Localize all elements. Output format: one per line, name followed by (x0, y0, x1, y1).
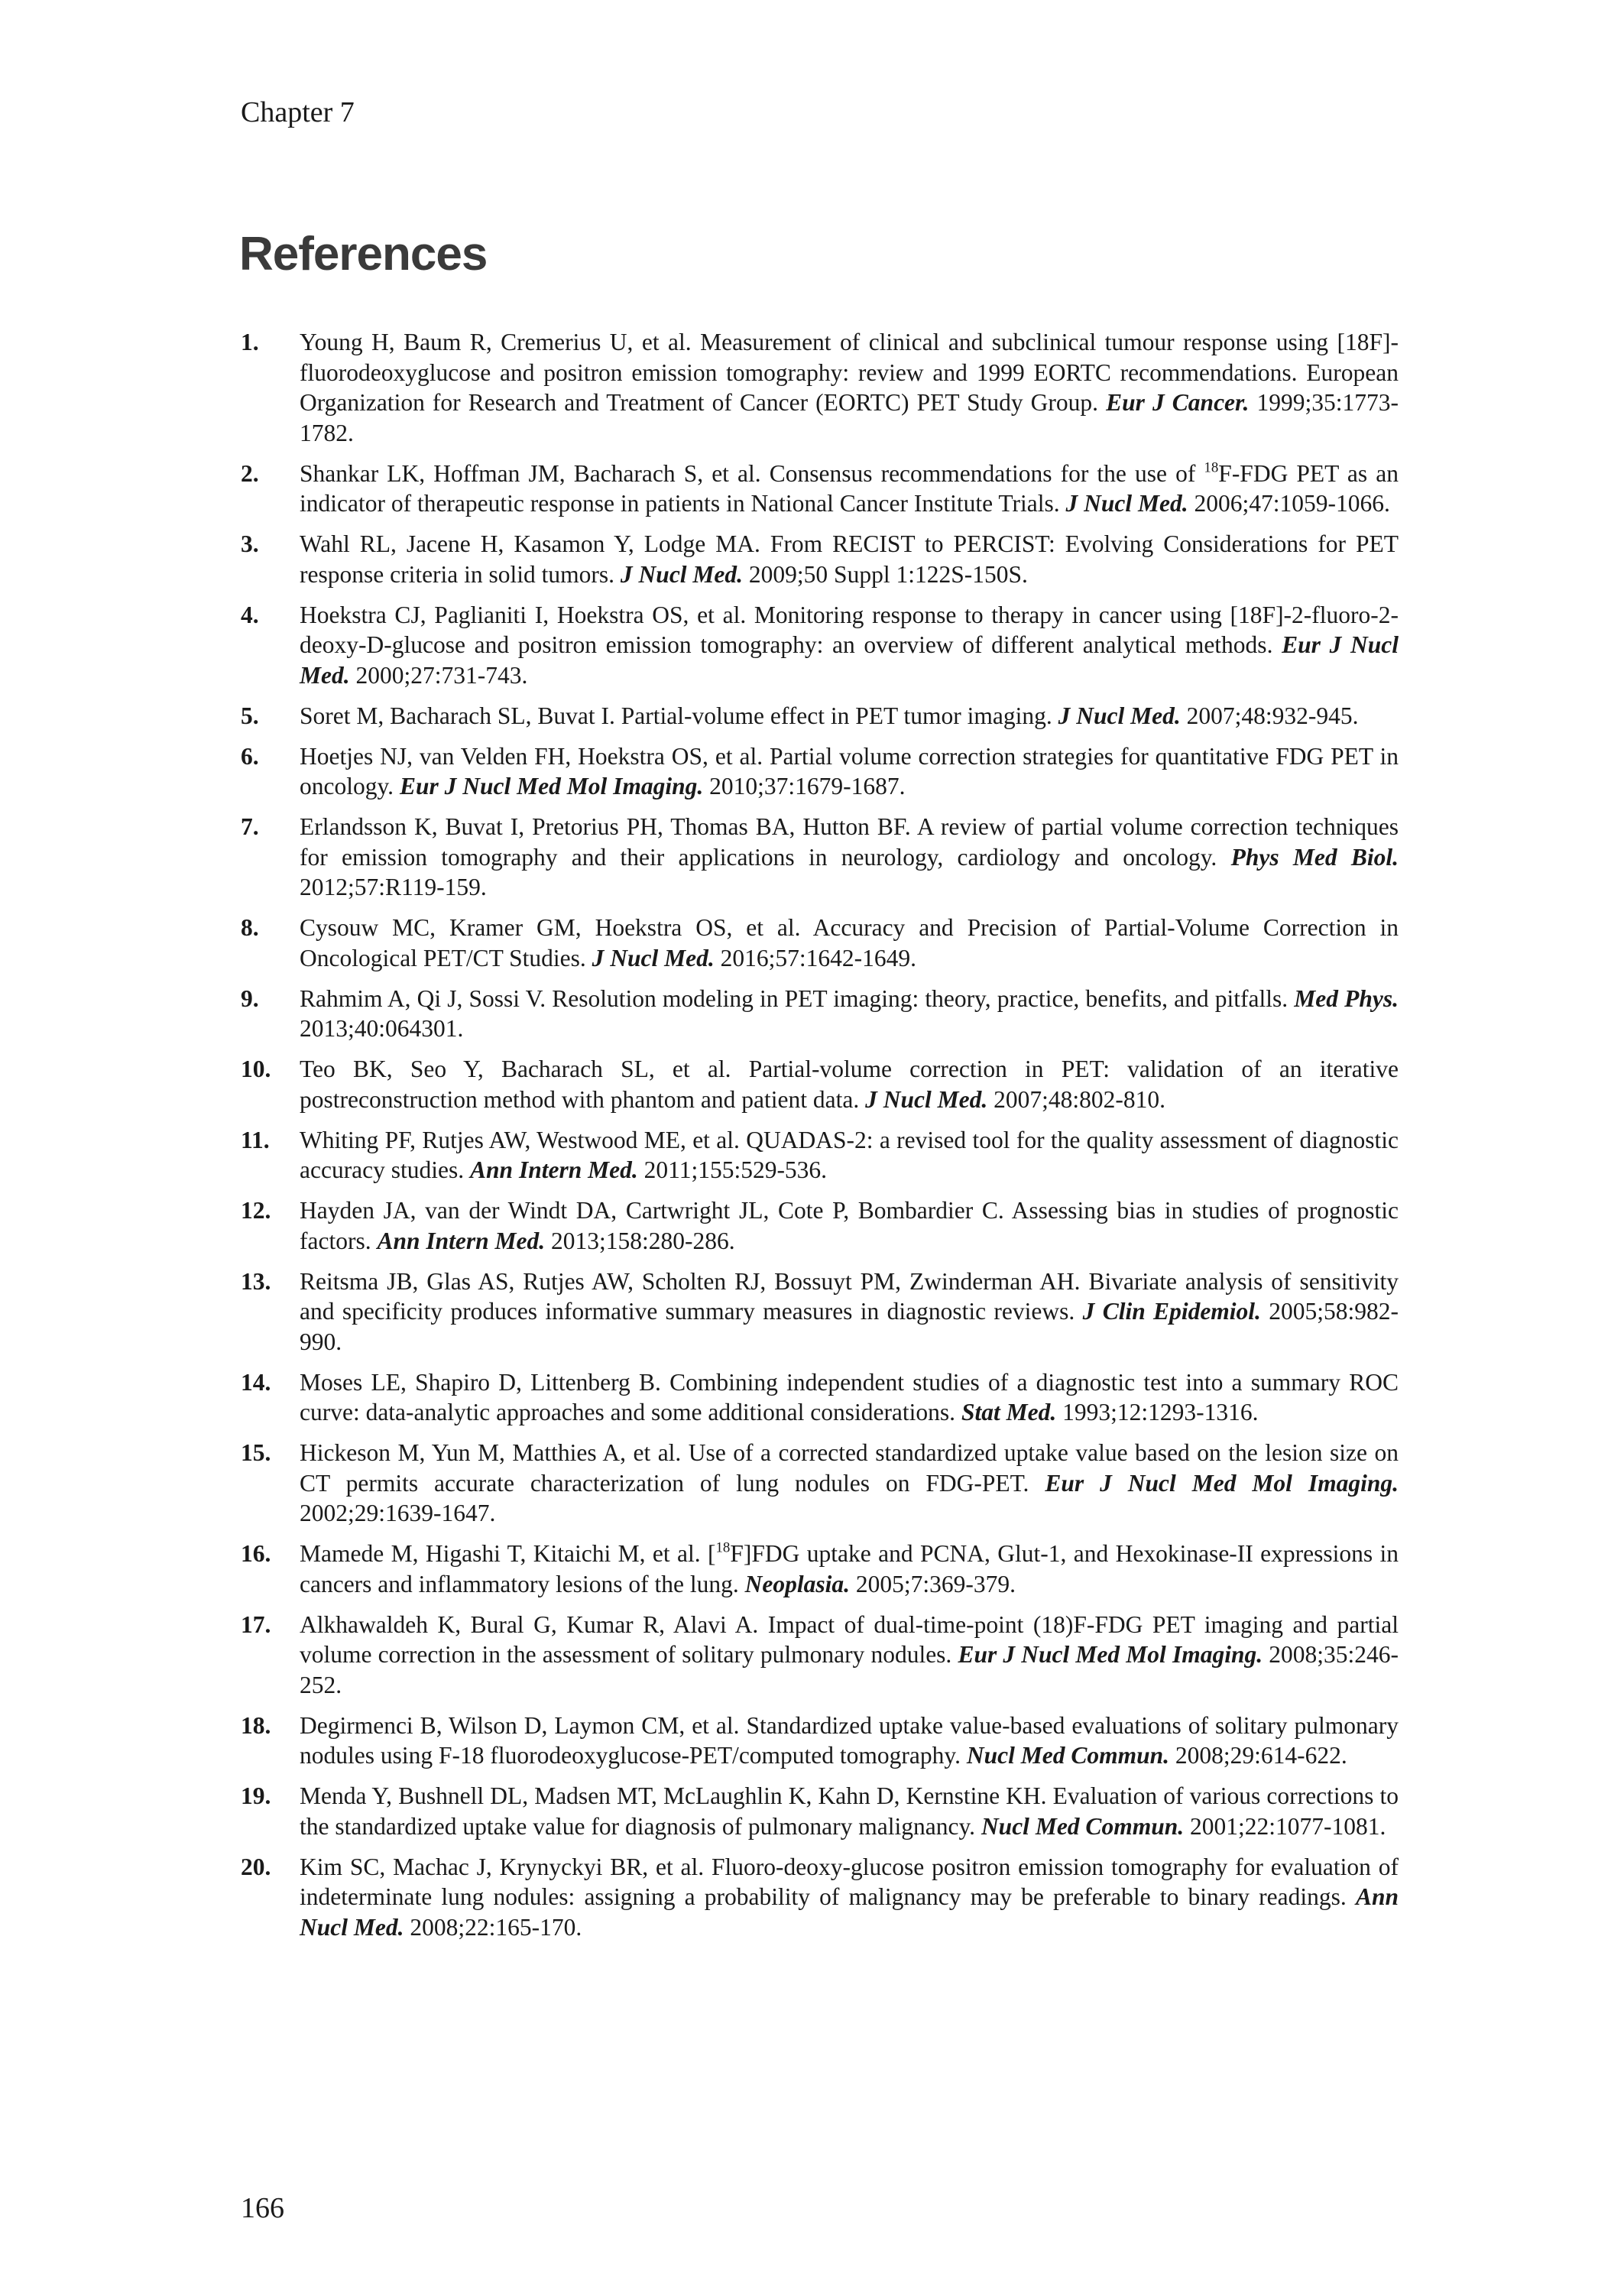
publication-details: 2002;29:1639-1647. (300, 1500, 496, 1526)
reference-citation: Mamede M, Higashi T, Kitaichi M, et al. [ (300, 1540, 716, 1567)
reference-number: 14. (241, 1368, 271, 1396)
reference-citation: Alkhawaldeh K, Bural G, Kumar R, Alavi A. Impact of dual-time-point (18)F-FDG PET imaging and partial volume correction in the assessment of solitary pulmonary nodules. (300, 1610, 1399, 1668)
reference-text (300, 460, 1399, 517)
reference-number: 11. (241, 1126, 270, 1153)
publication-details: 2006;47:1059-1066. (1194, 490, 1390, 517)
journal-name: Stat Med. (961, 1399, 1057, 1425)
publication-details: 2007;48:932-945. (1186, 702, 1359, 729)
reference-item (241, 529, 1399, 589)
reference-citation: Rahmim A, Qi J, Sossi V. Resolution modeling in PET imaging: theory, practice, benefits, and pitfalls. (300, 984, 1289, 1012)
reference-text (300, 329, 1399, 446)
journal-name: Eur J Nucl Med Mol Imaging. (958, 1641, 1263, 1668)
reference-item (241, 1539, 1399, 1599)
journal-name: J Clin Epidemiol. (1082, 1298, 1261, 1325)
reference-text (300, 1056, 1399, 1113)
publication-details: 2008;29:614-622. (1175, 1742, 1347, 1769)
reference-citation: Hayden JA, van der Windt DA, Cartwright JL, Cote P, Bombardier C. Assessing bias in studies of prognostic factors. (300, 1197, 1399, 1254)
reference-item (241, 1054, 1399, 1114)
reference-citation: Shankar LK, Hoffman JM, Bacharach S, et al. Consensus recommendations for the use of (300, 459, 1196, 487)
reference-citation-continued: F]FDG uptake and PCNA, Glut-1, and Hexokinase-II expressions in cancers and inflammatory lesions of the lung. (300, 1540, 1399, 1597)
reference-item (241, 327, 1399, 448)
section-title: References (239, 228, 488, 281)
reference-citation: Hoekstra CJ, Paglianiti I, Hoekstra OS, et al. Monitoring response to therapy in cancer using [18F]-2-fluoro-2-deoxy-D-glucose and positron emission tomography: an overview of different analytical methods. (300, 601, 1399, 658)
journal-name: Neoplasia. (744, 1570, 850, 1597)
reference-text (300, 1197, 1399, 1254)
isotope-superscript: 18 (1204, 459, 1219, 476)
reference-text (300, 1369, 1399, 1426)
reference-number: 15. (241, 1439, 271, 1466)
reference-citation: Hoetjes NJ, van Velden FH, Hoekstra OS, et al. Partial volume correction strategies for quantitative FDG PET in oncology. (300, 742, 1399, 799)
journal-name: Eur J Nucl Med Mol Imaging. (1045, 1469, 1399, 1497)
reference-text (300, 602, 1399, 689)
reference-number: 18. (241, 1711, 271, 1739)
publication-details: 2008;35:246-252. (300, 1641, 1399, 1698)
reference-number: 16. (241, 1540, 271, 1567)
journal-name: Nucl Med Commun. (966, 1742, 1170, 1769)
reference-citation: Teo BK, Seo Y, Bacharach SL, et al. Partial-volume correction in PET: validation of an iterative postreconstruction method with phantom and patient data. (300, 1056, 1399, 1113)
journal-name: J Nucl Med. (592, 944, 715, 971)
publication-details: 2005;7:369-379. (855, 1570, 1016, 1597)
reference-item (241, 1852, 1399, 1943)
journal-name: Eur J Nucl Med. (300, 631, 1399, 689)
journal-name: J Nucl Med. (620, 560, 744, 588)
reference-text (300, 1854, 1399, 1941)
reference-citation: Reitsma JB, Glas AS, Rutjes AW, Scholten RJ, Bossuyt PM, Zwinderman AH. Bivariate analysis of sensitivity and specificity produces informative summary measures in diagnostic reviews. (300, 1267, 1399, 1325)
reference-text (300, 743, 1399, 800)
publication-details: 1993;12:1293-1316. (1062, 1399, 1259, 1425)
reference-number: 7. (241, 813, 259, 840)
publication-details: 2010;37:1679-1687. (709, 773, 906, 799)
publication-details: 1999;35:1773-1782. (300, 389, 1399, 446)
journal-name: Nucl Med Commun. (981, 1812, 1185, 1840)
reference-item (241, 1125, 1399, 1185)
journal-name: J Nucl Med. (1065, 490, 1188, 517)
publication-details: 2013;158:280-286. (551, 1227, 735, 1254)
reference-item (241, 984, 1399, 1044)
publication-details: 2011;155:529-536. (643, 1156, 828, 1183)
reference-citation: Soret M, Bacharach SL, Buvat I. Partial-volume effect in PET tumor imaging. (300, 702, 1052, 729)
publication-details: 2005;58:982-990. (300, 1298, 1399, 1355)
reference-number: 8. (241, 914, 259, 941)
reference-text (300, 1268, 1399, 1355)
reference-number: 13. (241, 1267, 271, 1295)
reference-citation: Young H, Baum R, Cremerius U, et al. Measurement of clinical and subclinical tumour response using [18F]-fluorodeoxyglucose and positron emission tomography: review and 1999 EORTC recommendations. European Organization for Research and Treatment of Cancer (EORTC) PET Study Group. (300, 329, 1399, 416)
reference-text (300, 1127, 1399, 1184)
reference-number: 1. (241, 329, 259, 355)
reference-citation: Degirmenci B, Wilson D, Laymon CM, et al. Standardized uptake value-based evaluations of solitary pulmonary nodules using F-18 fluorodeoxyglucose-PET/computed tomography. (300, 1711, 1399, 1769)
journal-name: Ann Nucl Med. (300, 1883, 1399, 1941)
reference-number: 5. (241, 702, 259, 729)
publication-details: 2016;57:1642-1649. (720, 944, 917, 971)
reference-text (300, 1540, 1399, 1597)
publication-details: 2012;57:R119-159. (300, 874, 487, 900)
journal-name: Ann Intern Med. (377, 1227, 546, 1254)
reference-item (241, 741, 1399, 802)
reference-text (300, 1439, 1399, 1526)
reference-item (241, 600, 1399, 691)
chapter-label: Chapter 7 (241, 96, 355, 128)
reference-item (241, 1267, 1399, 1357)
reference-list (241, 327, 1399, 1953)
journal-name: J Nucl Med. (865, 1085, 988, 1113)
reference-number: 6. (241, 742, 259, 770)
reference-item (241, 913, 1399, 973)
reference-text (300, 813, 1399, 900)
page-number: 166 (241, 2192, 284, 2224)
reference-number: 17. (241, 1610, 271, 1638)
journal-name: Eur J Cancer. (1106, 389, 1250, 416)
journal-name: Med Phys. (1294, 984, 1399, 1012)
isotope-superscript: 18 (715, 1539, 731, 1556)
reference-citation: Wahl RL, Jacene H, Kasamon Y, Lodge MA. From RECIST to PERCIST: Evolving Considerations for PET response criteria in solid tumors. (300, 530, 1399, 588)
reference-text (300, 914, 1399, 971)
journal-name: Phys Med Biol. (1230, 843, 1399, 871)
reference-text (300, 702, 1359, 729)
reference-number: 3. (241, 530, 259, 557)
publication-details: 2007;48:802-810. (994, 1085, 1165, 1113)
reference-number: 12. (241, 1197, 271, 1224)
reference-citation: Cysouw MC, Kramer GM, Hoekstra OS, et al. Accuracy and Precision of Partial-Volume Correction in Oncological PET/CT Studies. (300, 914, 1399, 971)
publication-details: 2013;40:064301. (300, 1015, 464, 1042)
reference-item (241, 1438, 1399, 1529)
reference-number: 9. (241, 984, 259, 1012)
reference-item (241, 1195, 1399, 1256)
reference-citation: Erlandsson K, Buvat I, Pretorius PH, Thomas BA, Hutton BF. A review of partial volume correction techniques for emission tomography and their applications in neurology, cardiology and oncology. (300, 813, 1399, 871)
reference-citation: Menda Y, Bushnell DL, Madsen MT, McLaughlin K, Kahn D, Kernstine KH. Evaluation of various corrections to the standardized uptake value for diagnosis of pulmonary malignancy. (300, 1782, 1399, 1840)
reference-text (300, 985, 1399, 1043)
publication-details: 2009;50 Suppl 1:122S-150S. (748, 560, 1028, 588)
reference-item (241, 459, 1399, 519)
reference-number: 19. (241, 1782, 271, 1809)
reference-text (300, 530, 1399, 588)
reference-citation: Whiting PF, Rutjes AW, Westwood ME, et al. QUADAS-2: a revised tool for the quality assessment of diagnostic accuracy studies. (300, 1126, 1399, 1183)
reference-item (241, 701, 1399, 731)
reference-citation: Moses LE, Shapiro D, Littenberg B. Combining independent studies of a diagnostic test into a summary ROC curve: data-analytic approaches and some additional considerations. (300, 1368, 1399, 1425)
publication-details: 2001;22:1077-1081. (1189, 1812, 1386, 1840)
reference-item (241, 1781, 1399, 1841)
reference-item (241, 1711, 1399, 1771)
publication-details: 2000;27:731-743. (355, 661, 528, 689)
reference-number: 2. (241, 459, 259, 487)
reference-item (241, 1610, 1399, 1701)
reference-item (241, 1367, 1399, 1428)
journal-name: Ann Intern Med. (470, 1156, 638, 1183)
journal-name: J Nucl Med. (1058, 702, 1181, 729)
reference-number: 4. (241, 601, 259, 628)
publication-details: 2008;22:165-170. (410, 1913, 582, 1941)
reference-citation-continued: F-FDG PET as an indicator of therapeutic response in patients in National Cancer Institute Trials. (300, 459, 1399, 517)
journal-name: Eur J Nucl Med Mol Imaging. (399, 773, 704, 799)
reference-text (300, 1782, 1399, 1840)
reference-number: 20. (241, 1853, 271, 1880)
reference-citation: Hickeson M, Yun M, Matthies A, et al. Use of a corrected standardized uptake value based on the lesion size on CT permits accurate characterization of lung nodules on FDG-PET. (300, 1439, 1399, 1497)
reference-text (300, 1611, 1399, 1698)
reference-text (300, 1712, 1399, 1769)
reference-number: 10. (241, 1056, 271, 1082)
reference-item (241, 812, 1399, 903)
reference-citation: Kim SC, Machac J, Krynyckyi BR, et al. Fluoro-deoxy-glucose positron emission tomography for evaluation of indeterminate lung nodules: assigning a probability of malignancy may be preferable to binary readings. (300, 1853, 1399, 1910)
